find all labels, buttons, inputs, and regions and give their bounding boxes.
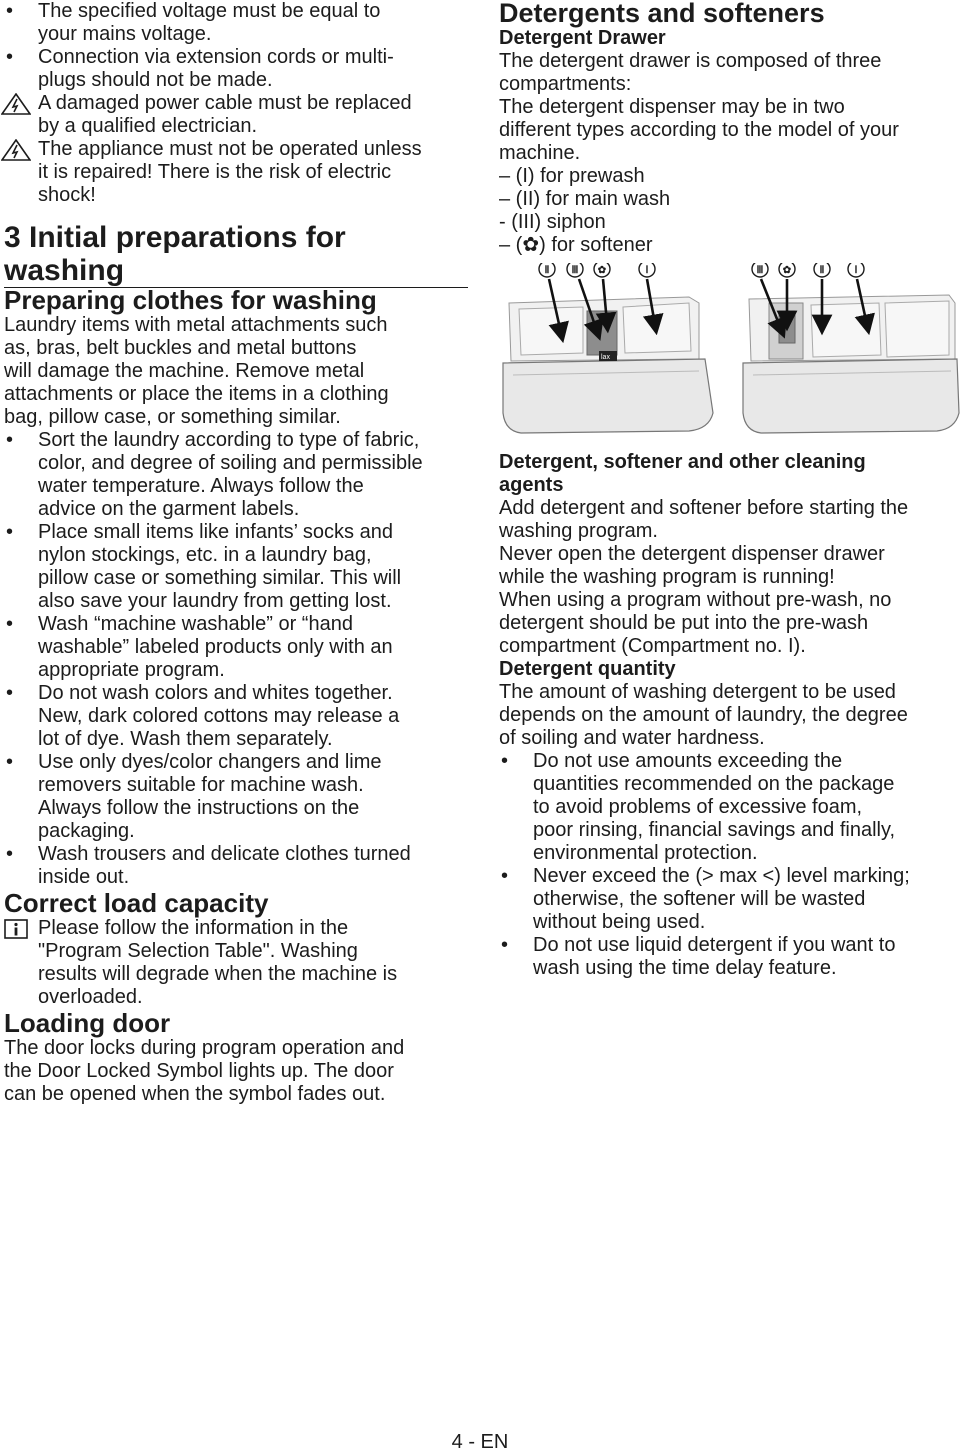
warning-triangle-icon (1, 93, 31, 121)
label-ii-icon (814, 263, 830, 277)
drawer-type-a (503, 297, 713, 433)
left-column (4, 0, 474, 1106)
drawer-paragraph: The detergent drawer is composed of three compartments: The detergent dispenser may be in two different types according to the model of your machine. – (I) for prewash – (II) for main wash - (III) siphon – (✿) for softener (499, 50, 899, 256)
svg-text:Ⅱ: Ⅱ (819, 265, 825, 276)
list-item: • Do not wash colors and whites together. New, dark colored cottons may release a lot of dye. Wash them separately. (6, 682, 400, 750)
svg-text:Ⅲ: Ⅲ (571, 265, 579, 276)
detergents-heading: Detergents and softeners (499, 0, 825, 28)
svg-text:Ⅰ: Ⅰ (645, 265, 649, 276)
svg-text:Ⅱ: Ⅱ (544, 265, 550, 276)
list-item: • Sort the laundry according to type of fabric, color, and degree of soiling and permissible water temperature. Always follow the advice on the garment labels. (6, 429, 423, 520)
svg-text:✿: ✿ (782, 265, 792, 276)
prep-heading: Preparing clothes for washing (4, 285, 377, 315)
warning-note: The appliance must not be operated unless it is repaired! There is the risk of electric shock! (4, 138, 474, 207)
list-item: • The specified voltage must be equal to your mains voltage. (6, 0, 381, 45)
drawer-illustration (499, 263, 960, 438)
list-item: • Do not use amounts exceeding the quantities recommended on the package to avoid problems of excessive foam, poor rinsing, financial savings and finally, environmental protection. (501, 750, 896, 864)
info-box-icon (4, 919, 28, 945)
svg-text:Ⅲ: Ⅲ (756, 265, 764, 276)
svg-text:✿: ✿ (597, 265, 607, 276)
label-softener-icon (594, 263, 610, 277)
list-item: • Connection via extension cords or multi- plugs should not be made. (6, 46, 394, 91)
warning-triangle-icon (1, 139, 31, 167)
load-heading: Correct load capacity (4, 888, 269, 918)
label-i-icon (848, 263, 864, 277)
intro-bullet-list (4, 0, 474, 92)
prep-paragraph: Laundry items with metal attachments such as, bras, belt buckles and metal buttons will damage the machine. Remove metal attachments or place the items in a clothing bag, pillow case, or something similar. (4, 314, 389, 428)
svg-text:Ⅰ: Ⅰ (854, 265, 858, 276)
cleaning-paragraph: Add detergent and softener before starting the washing program. Never open the detergent dispenser drawer while the washing program is running! When using a program without pre-wash, no detergent should be put into the pre-wash compartment (Compartment no. I). (499, 497, 909, 657)
list-item: • Use only dyes/color changers and lime removers suitable for machine wash. Always follow the instructions on the packaging. (6, 751, 382, 842)
label-iii-icon (567, 263, 583, 277)
label-ii-icon (539, 263, 555, 277)
svg-text:lax: lax (601, 354, 610, 361)
quantity-bullet-list (499, 750, 960, 980)
label-softener-icon (779, 263, 795, 277)
list-item: • Do not use liquid detergent if you want to wash using the time delay feature. (501, 934, 896, 979)
list-item: • Never exceed the (> max <) level marking; otherwise, the softener will be wasted without being used. (501, 865, 910, 933)
list-item: • Place small items like infants’ socks and nylon stockings, etc. in a laundry bag, pillow case or something similar. This will also save your laundry from getting lost. (6, 521, 402, 612)
label-i-icon (639, 263, 655, 277)
info-note: Please follow the information in the "Program Selection Table". Washing results will degrade when the machine is overloaded. (4, 917, 474, 1009)
detergent-drawer-figure (499, 263, 960, 438)
quantity-heading: Detergent quantity (499, 658, 676, 680)
door-paragraph: The door locks during program operation and the Door Locked Symbol lights up. The door can be opened when the symbol fades out. (4, 1037, 405, 1105)
prep-bullet-list (4, 429, 474, 889)
door-heading: Loading door (4, 1008, 171, 1038)
right-column (499, 0, 960, 980)
section-title: 3 Initial preparations for washing (4, 221, 468, 288)
drawer-heading: Detergent Drawer (499, 27, 666, 49)
quantity-paragraph: The amount of washing detergent to be used depends on the amount of laundry, the degree of soiling and water hardness. (499, 681, 908, 749)
label-iii-icon (752, 263, 768, 277)
list-item: • Wash trousers and delicate clothes turned inside out. (6, 843, 411, 888)
warning-note: A damaged power cable must be replaced by a qualified electrician. (4, 92, 474, 138)
cleaning-heading: Detergent, softener and other cleaning agents (499, 451, 866, 496)
list-item: • Wash “machine washable” or “hand washable” labeled products only with an appropriate program. (6, 613, 393, 681)
page-number: 4 - EN (451, 1431, 509, 1453)
